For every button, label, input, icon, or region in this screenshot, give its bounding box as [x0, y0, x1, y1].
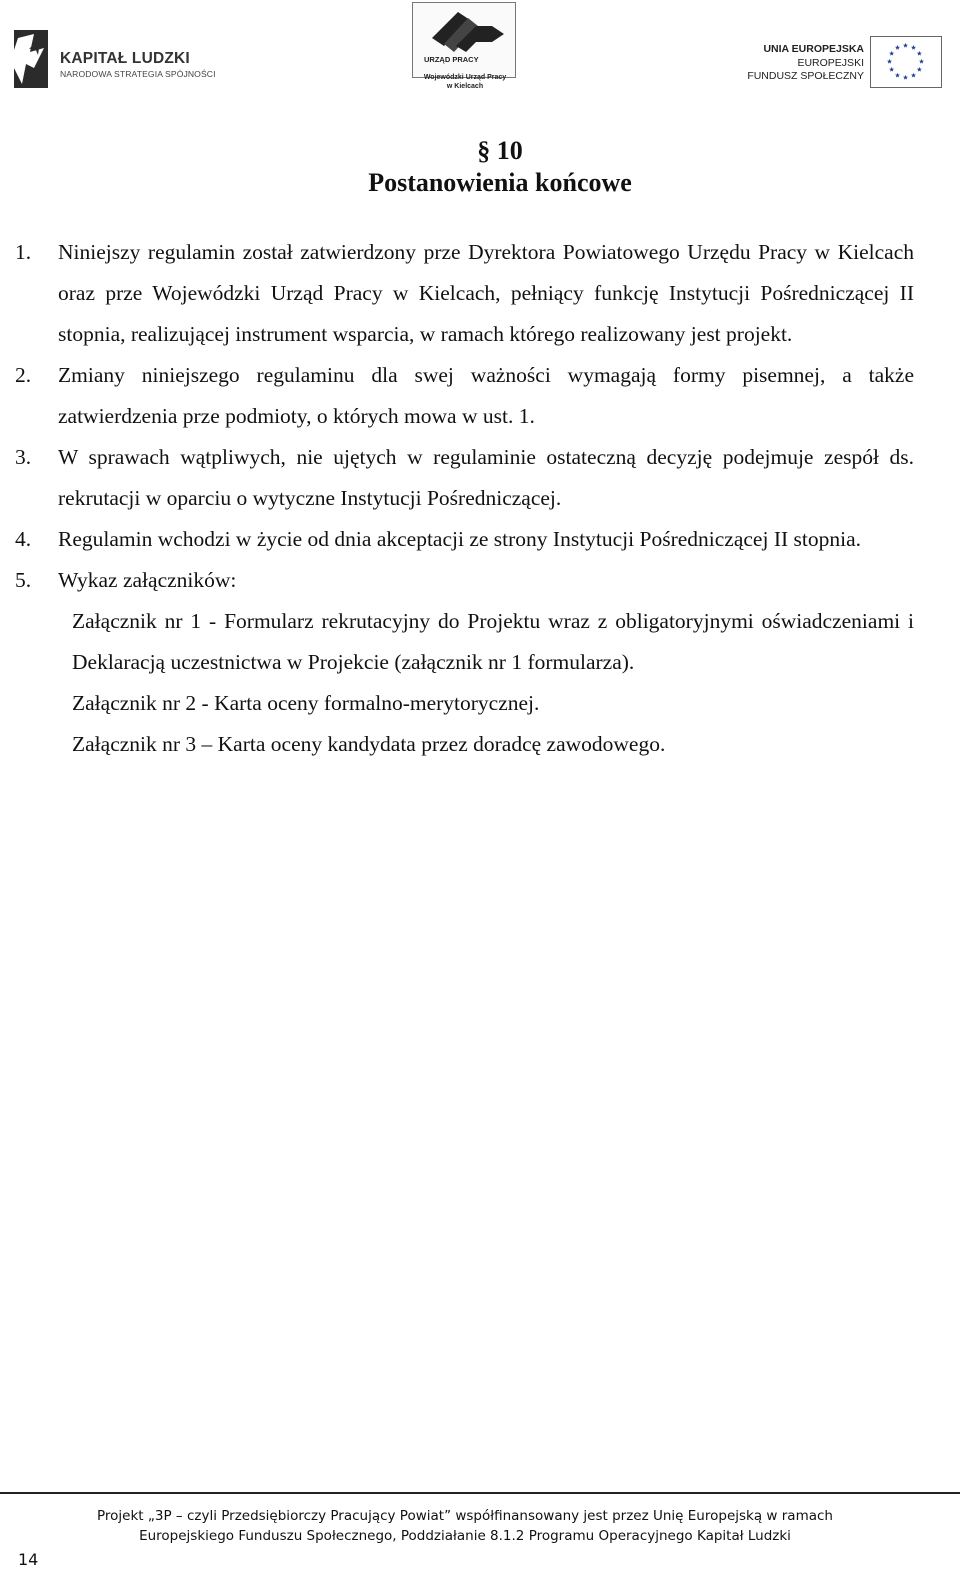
list-item	[15, 519, 914, 560]
eu-star-icon	[917, 67, 922, 72]
eu-star-icon	[889, 51, 894, 56]
eu-star-icon	[903, 75, 908, 80]
urzad-pracy-subtitle-1: Wojewódzki Urząd Pracy	[423, 74, 507, 81]
eu-star-icon	[895, 73, 900, 78]
document-body	[0, 232, 960, 765]
list-item-number: 5.	[15, 568, 32, 592]
footer-line-2: Europejskiego Funduszu Społecznego, Poddziałanie 8.1.2 Programu Operacyjnego Kapitał Ludzki	[139, 1528, 791, 1544]
list-item	[15, 437, 914, 519]
section-number: § 10	[477, 136, 523, 165]
attachment-item: Załącznik nr 2 - Karta oceny formalno-merytorycznej.	[72, 691, 540, 715]
eu-star-icon	[911, 73, 916, 78]
kapital-ludzki-subtitle: NARODOWA STRATEGIA SPÓJNOŚCI	[60, 69, 216, 79]
ue-line-3: FUNDUSZ SPOŁECZNY	[747, 70, 864, 82]
attachment-item: Załącznik nr 1 - Formularz rekrutacyjny do Projektu wraz z obligatoryjnymi oświadczeniami i Deklaracją uczestnictwa w Projekcie (załącznik nr 1 formularza).	[72, 609, 914, 674]
urzad-pracy-name: URZĄD PRACY	[424, 55, 479, 64]
list-item-number: 2.	[15, 363, 32, 387]
footer-text	[95, 1506, 835, 1546]
list-item-number: 4.	[15, 527, 32, 551]
footer-line-1: Projekt „3P – czyli Przedsiębiorczy Pracujący Powiat” współfinansowany jest przez Unię Europejską w ramach	[97, 1508, 833, 1524]
attachments-list	[72, 601, 914, 765]
eu-star-icon	[911, 45, 916, 50]
list-item	[15, 355, 914, 437]
eu-star-icon	[919, 59, 924, 64]
footer-divider	[0, 1492, 960, 1494]
unia-europejska-logo	[740, 36, 950, 96]
list-item-number: 3.	[15, 445, 32, 469]
ue-line-1: UNIA EUROPEJSKA	[763, 43, 864, 55]
list-item	[15, 560, 914, 601]
list-item-text: Regulamin wchodzi w życie od dnia akceptacji ze strony Instytucji Pośredniczącej II stopnia.	[58, 527, 861, 551]
list-item	[15, 232, 914, 355]
urzad-pracy-logo	[410, 0, 520, 92]
urzad-pracy-subtitle-2: w Kielcach	[446, 83, 484, 90]
list-item-text: Wykaz załączników:	[58, 568, 237, 592]
list-item-text: Niniejszy regulamin został zatwierdzony prze Dyrektora Powiatowego Urzędu Pracy w Kielcach oraz prze Wojewódzki Urząd Pracy w Kielcach, pełniący funkcję Instytucji Pośredniczącej II stopnia, realizującej instrument wsparcia, w ramach którego realizowany jest projekt.	[58, 240, 914, 346]
attachment-item: Załącznik nr 3 – Karta oceny kandydata przez doradcę zawodowego.	[72, 732, 666, 756]
page-number: 14	[18, 1550, 39, 1569]
kapital-ludzki-logo	[4, 28, 216, 94]
eu-star-icon	[895, 45, 900, 50]
kapital-ludzki-title: KAPITAŁ LUDZKI	[60, 50, 190, 67]
eu-star-icon	[887, 59, 892, 64]
list-item-text: W sprawach wątpliwych, nie ujętych w regulaminie ostateczną decyzję podejmuje zespół ds. rekrutacji w oparciu o wytyczne Instytucji Pośredniczącej.	[58, 445, 914, 510]
list-item-number: 1.	[15, 240, 32, 264]
section-title: Postanowienia końcowe	[368, 168, 632, 197]
ue-line-2: EUROPEJSKI	[797, 57, 864, 69]
eu-star-icon	[889, 67, 894, 72]
list-item-text: Zmiany niniejszego regulaminu dla swej ważności wymagają formy pisemnej, a także zatwierdzenia prze podmioty, o których mowa w ust. 1.	[58, 363, 914, 428]
eu-star-icon	[903, 43, 908, 48]
kapital-ludzki-emblem-icon	[4, 28, 54, 90]
eu-star-icon	[917, 51, 922, 56]
eu-flag-icon	[870, 36, 942, 88]
